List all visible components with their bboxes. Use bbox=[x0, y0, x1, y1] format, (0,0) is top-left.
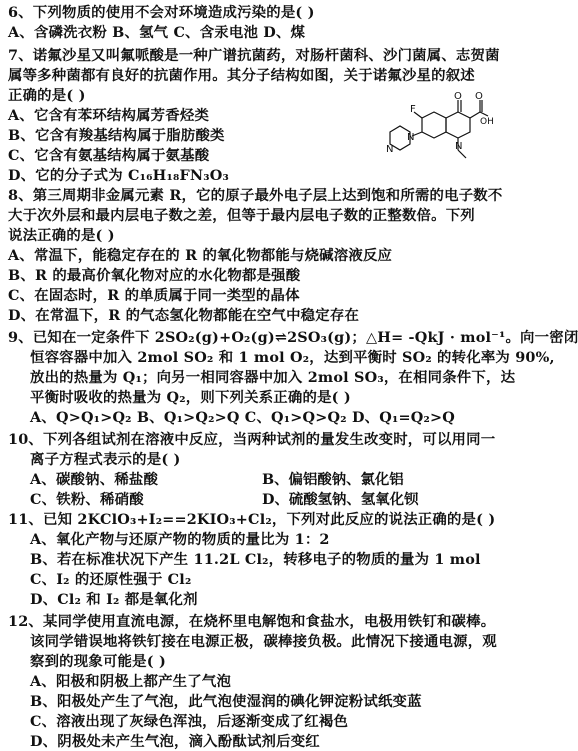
q9-stem-1: 9、已知在一定条件下 2SO₂(g)+O₂(g)⇌2SO₃(g)；△H= -QkJ · mol⁻¹。向一密闭 bbox=[8, 329, 578, 346]
q9-stem-2: 恒容容器中加入 2mol SO₂ 和 1 mol O₂，达到平衡时 SO₂ 的转化率为 90%, bbox=[30, 349, 555, 366]
q12-option-b: B、阳极处产生了气泡，此气泡使湿润的碘化钾淀粉试纸变蓝 bbox=[30, 693, 422, 710]
q12-option-c: C、溶液出现了灰绿色浑浊，后逐渐变成了红褐色 bbox=[30, 713, 349, 730]
q10-option-b: B、偏铝酸钠、氯化铝 bbox=[262, 471, 404, 488]
q9-options: A、Q>Q₁>Q₂ B、Q₁>Q₂>Q C、Q₁>Q>Q₂ D、Q₁=Q₂>Q bbox=[30, 409, 455, 426]
q11-option-b: B、若在标准状况下产生 11.2L Cl₂，转移电子的物质的量为 1 mol bbox=[30, 551, 481, 568]
q10-stem-2: 离子方程式表示的是( ) bbox=[30, 451, 181, 468]
q7-stem-1: 7、诺氟沙星又叫氟哌酸是一种广谱抗菌药，对肠杆菌科、沙门菌属、志贺菌 bbox=[8, 47, 500, 64]
struct-label-n2: N bbox=[407, 132, 415, 143]
norfloxacin-structure-diagram bbox=[384, 88, 492, 168]
q8-option-d: D、在常温下，R 的气态氢化物都能在空气中稳定存在 bbox=[8, 307, 360, 324]
q10-option-d: D、硫酸氢钠、氢氧化钡 bbox=[262, 491, 419, 508]
q6-stem: 6、下列物质的使用不会对环境造成污染的是( ) bbox=[8, 4, 315, 21]
struct-label-n3: N bbox=[386, 144, 394, 155]
q8-stem-1: 8、第三周期非金属元素 R，它的原子最外电子层上达到饱和所需的电子数不 bbox=[8, 187, 503, 204]
q8-stem-2: 大于次外层和最内层电子数之差，但等于最内层电子数的正整数倍。下列 bbox=[8, 207, 475, 224]
q11-option-a: A、氧化产物与还原产物的物质的量比为 1：2 bbox=[30, 531, 330, 548]
struct-label-f: F bbox=[410, 104, 416, 115]
q10-stem-1: 10、下列各组试剂在溶液中反应，当两种试剂的量发生改变时，可以用同一 bbox=[8, 431, 496, 448]
q12-stem-3: 察到的现象可能是( ) bbox=[30, 653, 166, 670]
struct-label-oh: OH bbox=[480, 117, 494, 127]
q7-stem-3: 正确的是( ) bbox=[8, 87, 86, 104]
q12-option-d: D、阴极处未产生气泡，滴入酚酞试剂后变红 bbox=[30, 733, 320, 750]
struct-label-n1: N bbox=[455, 141, 463, 152]
struct-label-o2: O bbox=[475, 91, 483, 102]
q7-option-b: B、它含有羧基结构属于脂肪酸类 bbox=[8, 127, 225, 144]
q12-stem-2: 该同学错误地将铁钉接在电源正极，碳棒接负极。此情况下接通电源，观 bbox=[30, 633, 497, 650]
q7-option-a: A、它含有苯环结构属芳香烃类 bbox=[8, 107, 210, 124]
q11-option-c: C、I₂ 的还原性强于 Cl₂ bbox=[30, 571, 192, 588]
q12-option-a: A、阳极和阴极上都产生了气泡 bbox=[30, 673, 232, 690]
struct-label-o1: O bbox=[454, 91, 462, 102]
q8-option-c: C、在固态时，R 的单质属于同一类型的晶体 bbox=[8, 287, 300, 304]
q7-stem-2: 属等多种菌都有良好的抗菌作用。其分子结构如图，关于诺氟沙星的叙述 bbox=[8, 67, 475, 84]
q11-option-d: D、Cl₂ 和 I₂ 都是氧化剂 bbox=[30, 591, 198, 608]
q8-stem-3: 说法正确的是( ) bbox=[8, 227, 115, 244]
q8-option-b: B、R 的最高价氧化物对应的水化物都是强酸 bbox=[8, 267, 301, 284]
q10-option-c: C、铁粉、稀硝酸 bbox=[30, 491, 144, 508]
q8-option-a: A、常温下，能稳定存在的 R 的氧化物都能与烧碱溶液反应 bbox=[8, 247, 393, 264]
q7-option-d: D、它的分子式为 C₁₆H₁₈FN₃O₃ bbox=[8, 167, 229, 184]
q9-stem-3: 放出的热量为 Q₁；向另一相同容器中加入 2mol SO₃，在相同条件下，达 bbox=[30, 369, 516, 386]
q12-stem-1: 12、某同学使用直流电源，在烧杯里电解饱和食盐水，电极用铁钉和碳棒。 bbox=[8, 613, 496, 630]
q10-option-a: A、碳酸钠、稀盐酸 bbox=[30, 471, 159, 488]
q7-option-c: C、它含有氨基结构属于氨基酸 bbox=[8, 147, 210, 164]
q11-stem: 11、已知 2KClO₃+I₂==2KIO₃+Cl₂，下列对此反应的说法正确的是( ) bbox=[8, 511, 496, 528]
q6-options: A、含磷洗衣粉 B、氢气 C、含汞电池 D、煤 bbox=[8, 24, 306, 41]
q9-stem-4: 平衡时吸收的热量为 Q₂，则下列关系正确的是( ) bbox=[30, 389, 351, 406]
